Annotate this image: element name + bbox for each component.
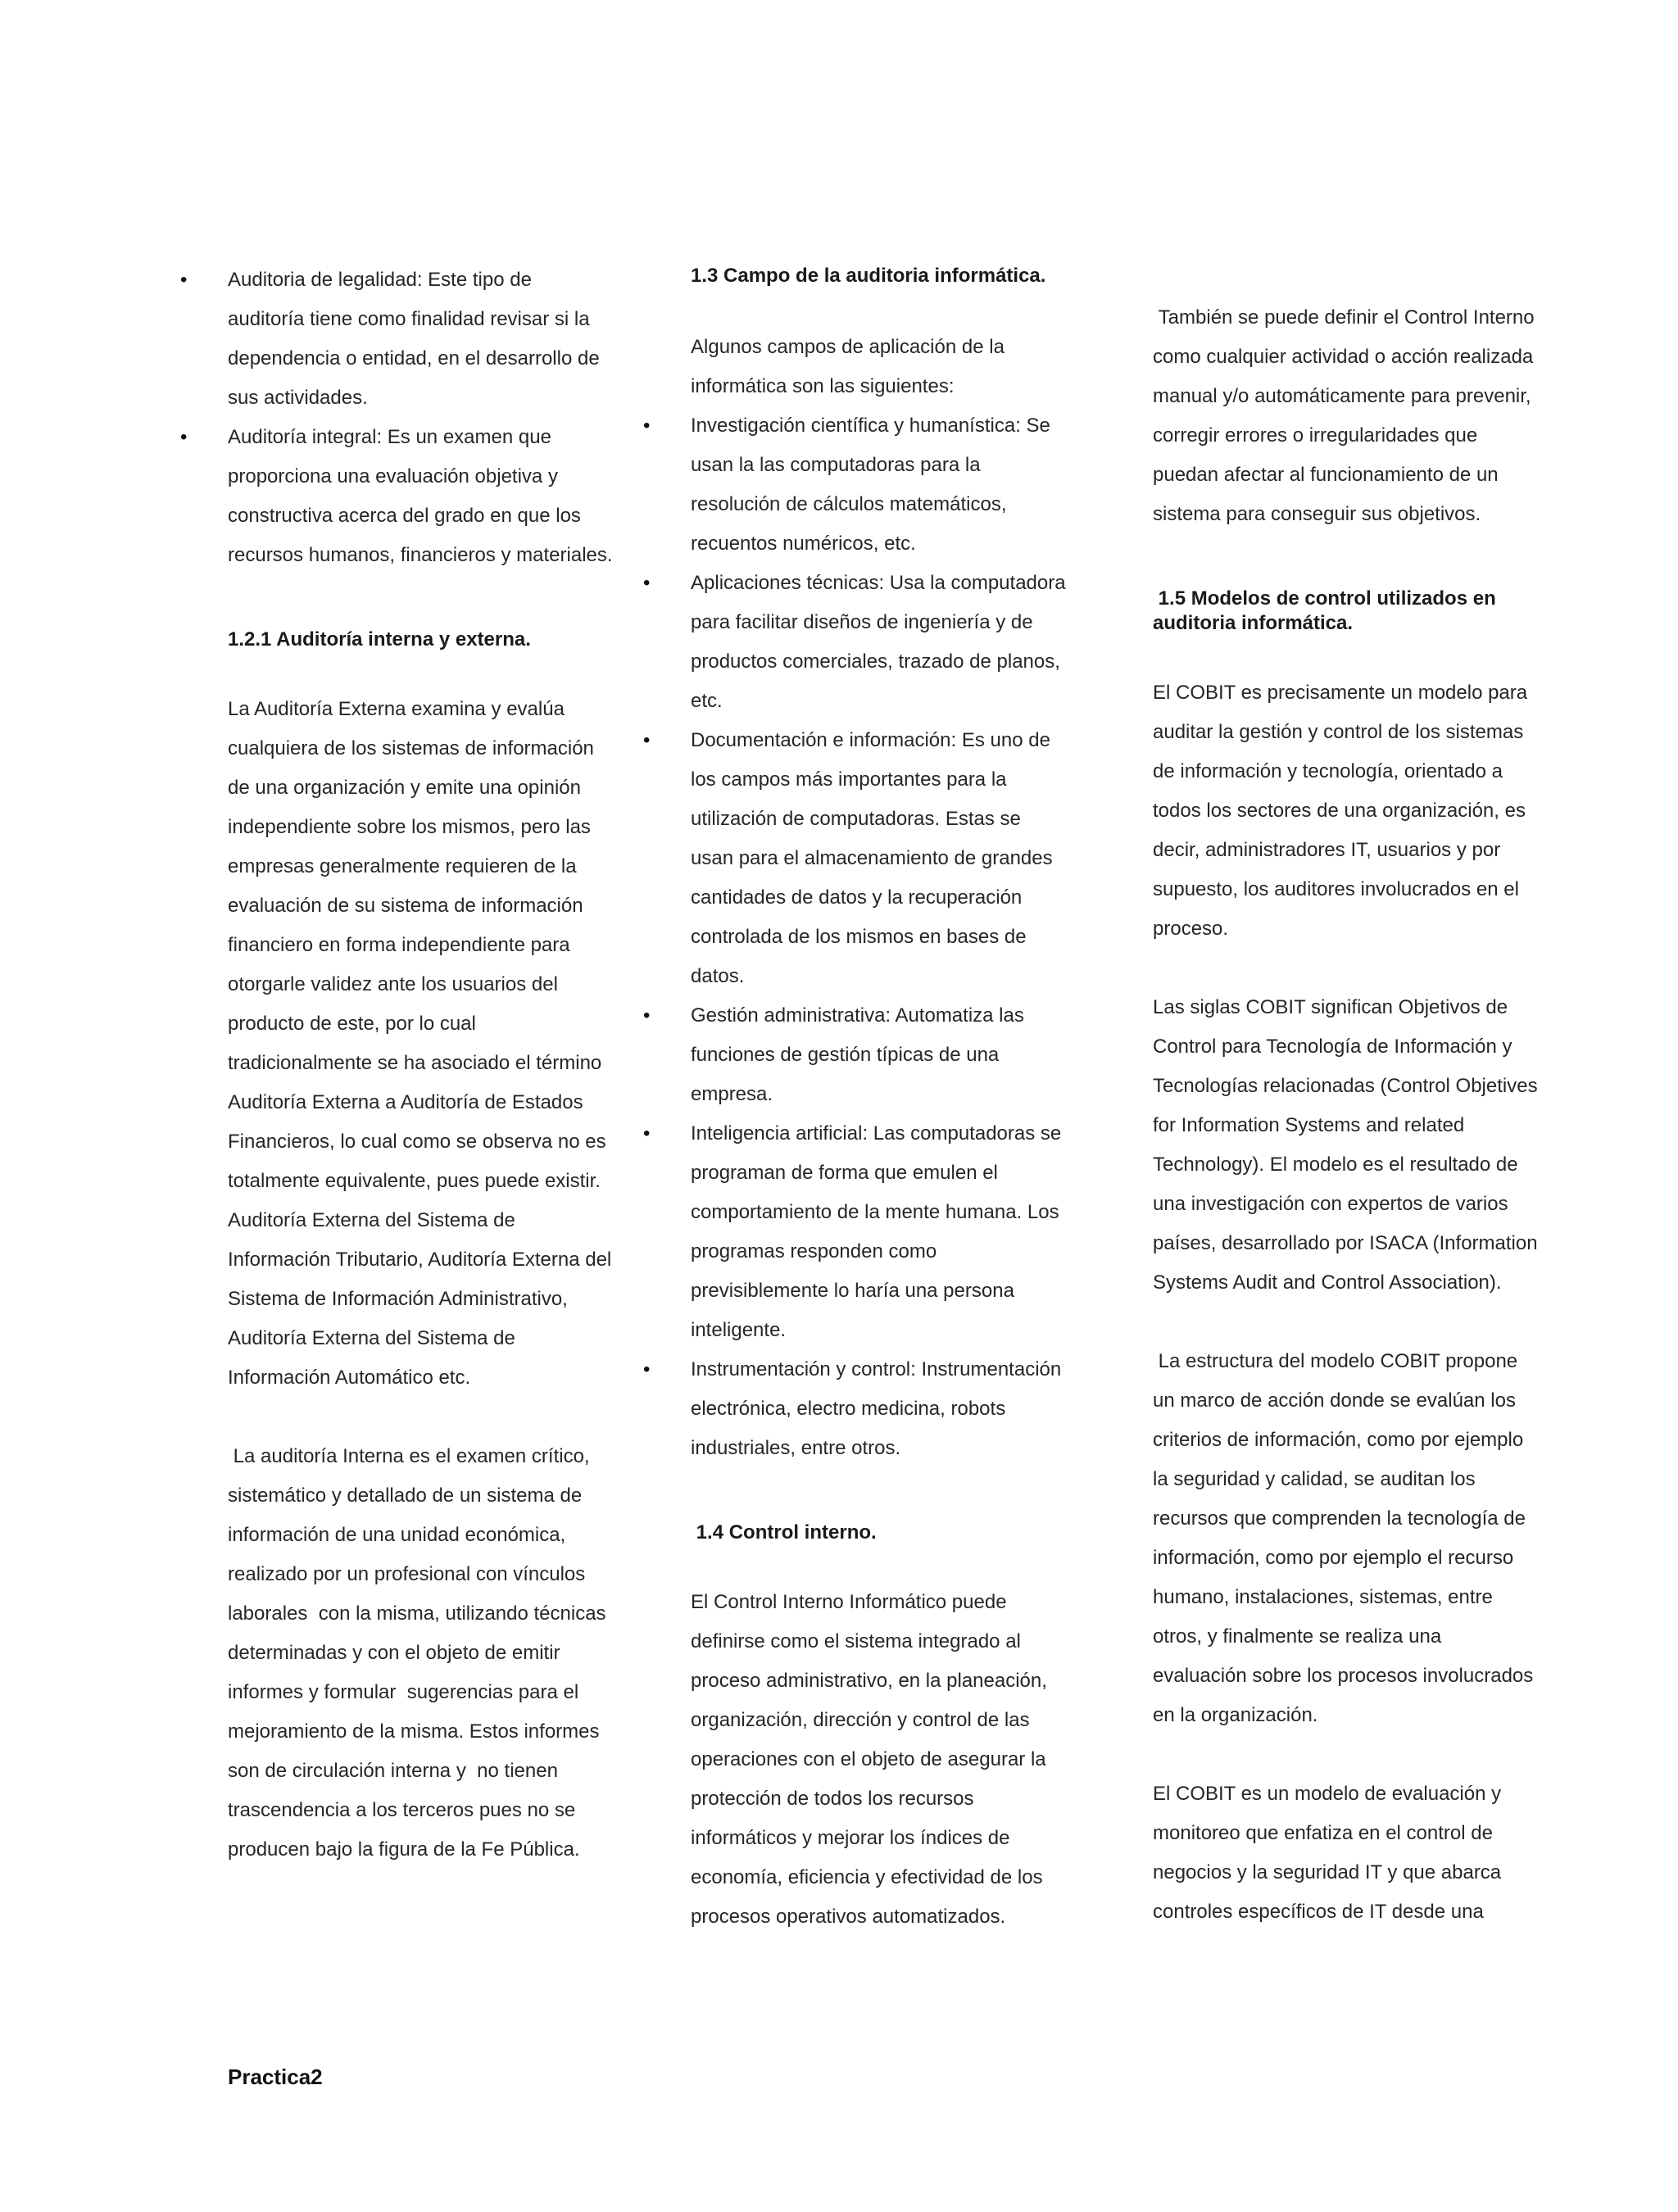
page-footer: Practica2 <box>228 2065 323 2089</box>
column-right <box>1153 298 1544 1932</box>
column-left <box>228 261 617 1870</box>
paragraph-auditoria-externa: La Auditoría Externa examina y evalúa cualquiera de los sistemas de información de una organización y emite una opinión independiente sobre los mismos, pero las empresas generalmente requieren de la evaluación de su sistema de información financiero en forma independiente para otorgarle validez ante los usuarios del producto de este, por lo cual tradicionalmente se ha asociado el término Auditoría Externa a Auditoría de Estados <box>228 698 606 1113</box>
paragraph-tambien: También se puede definir el Control Interno como cualquier actividad o acción realizada manual y/o automáticamente para prevenir, corregir errores o irregularidades que puedan afectar al funcionamiento de un sistema para conseguir sus objetivos. <box>1153 306 1540 525</box>
section-heading-1-3: 1.3 Campo de la auditoria informática. <box>691 265 1046 287</box>
list-item: • Auditoria de legalidad: Este tipo de auditoría tiene como finalidad revisar si la dependencia o entidad, en el desarrollo de sus actividades. <box>228 261 613 418</box>
paragraph-cobit-monitoreo: El COBIT es un modelo de evaluación y monitoreo que enfatiza en el control de negocios y la seguridad IT y que abarca controles específicos de IT desde una <box>1153 1783 1507 1923</box>
list-item: • Instrumentación y control: Instrumentación electrónica, electro medicina, robots industriales, entre otros. <box>691 1350 1068 1468</box>
list-item: • Investigación científica y humanística: Se usan la las computadoras para la resolución de cálculos matemáticos, recuentos numéricos, etc. <box>691 406 1068 564</box>
paragraph-auditoria-interna: La auditoría Interna es el examen crítico, sistemático y detallado de un sistema de información de una unidad económica, realizado por un profesional con vínculos laborales con la misma, utilizando técnicas determinadas y con el objeto de emitir informes y formular sugerencias para el mejoramiento de la misma. Estos informes son de circulación interna y no tienen trascendencia a los terceros pues no se producen bajo la figura de la Fe Pública. <box>228 1445 612 1861</box>
paragraph-financieros: Financieros, lo cual como se observa no es totalmente equivalente, pues puede existir. Auditoría Externa del Sistema de Información Tributario, Auditoría Externa del Sistema de Información Administrativo, Auditoría Externa del Sistema de Información Automático etc. <box>228 1131 617 1389</box>
list-item: • Documentación e información: Es uno de los campos más importantes para la utilización de computadoras. Estas se usan para el almacenamiento de grandes cantidades de datos y la recuperación controlada de los mismos en bases de datos. <box>691 721 1068 996</box>
paragraph-cobit-intro: El COBIT es precisamente un modelo para auditar la gestión y control de los sistemas de información y tecnología, orientado a todos los sectores de una organización, es decir, administradores IT, usuarios y por supuesto, los auditores involucrados en el proceso. <box>1153 682 1533 940</box>
audit-types-list <box>228 261 613 575</box>
list-item: • Inteligencia artificial: Las computadoras se programan de forma que emulen el comportamiento de la mente humana. Los programas responden como previsiblemente lo haría una persona inteligente. <box>691 1114 1068 1350</box>
paragraph-campos-intro: Algunos campos de aplicación de la informática son las siguientes: <box>691 336 1010 397</box>
paragraph-cobit-siglas: Las siglas COBIT significan Objetivos de Control para Tecnología de Información y Tecnologías relacionadas (Control Objetives for Information Systems and related Technology). El modelo es el resultado de una investigación con expertos de varios países, desarrollado por ISACA (Information Systems Audit and Control Association). <box>1153 996 1544 1294</box>
list-item: • Aplicaciones técnicas: Usa la computadora para facilitar diseños de ingeniería y de productos comerciales, trazado de planos, etc. <box>691 564 1068 721</box>
list-item: • Auditoría integral: Es un examen que proporciona una evaluación objetiva y constructiva acerca del grado en que los recursos humanos, financieros y materiales. <box>228 418 613 575</box>
paragraph-control-interno: El Control Interno Informático puede definirse como el sistema integrado al proceso administrativo, en la planeación, organización, dirección y control de las operaciones con el objeto de asegurar la protección de todos los recursos informáticos y mejorar los índices de economía, eficiencia y efectividad de los procesos operativos automatizados. <box>691 1591 1053 1928</box>
section-heading-1-5: 1.5 Modelos de control utilizados en auditoria informática. <box>1153 587 1502 634</box>
section-heading-1-4: 1.4 Control interno. <box>691 1521 877 1543</box>
list-item: • Gestión administrativa: Automatiza las funciones de gestión típicas de una empresa. <box>691 996 1068 1114</box>
paragraph-cobit-estructura: La estructura del modelo COBIT propone un marco de acción donde se evalúan los criterios de información, como por ejemplo la seguridad y calidad, se auditan los recursos que comprenden la tecnología de información, como por ejemplo el recurso humano, instalaciones, sistemas, entre otros, y finalmente se realiza una evaluación sobre los procesos involucrados en la organización. <box>1153 1350 1539 1726</box>
section-heading-1-2-1: 1.2.1 Auditoría interna y externa. <box>228 628 531 650</box>
column-middle <box>691 261 1068 1937</box>
fields-list <box>691 406 1068 1468</box>
